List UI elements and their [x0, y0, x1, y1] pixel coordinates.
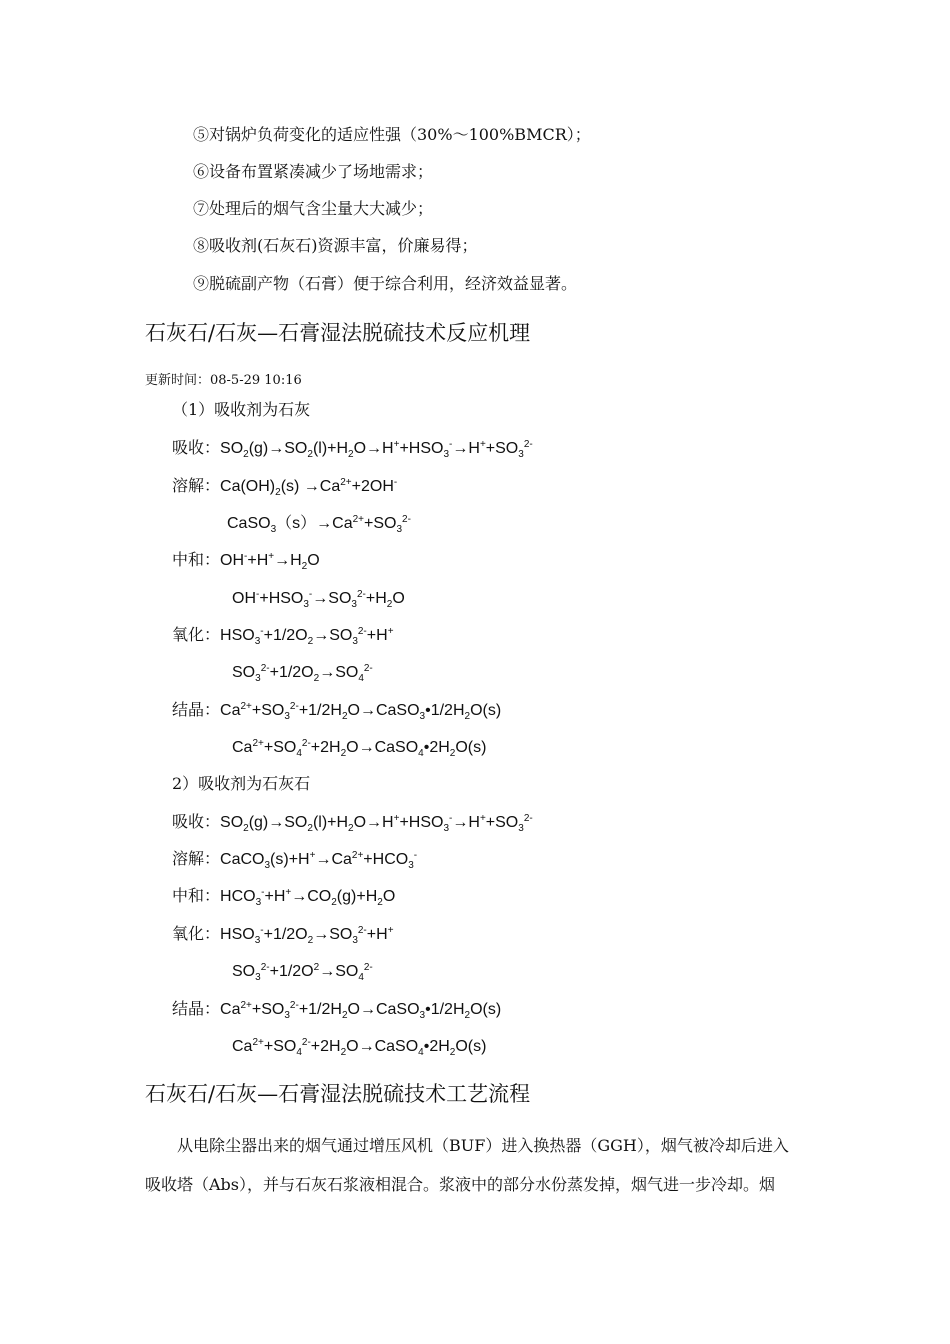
- reaction-neutralize-2: [172, 886, 395, 907]
- list-item: ⑤对锅炉负荷变化的适应性强（30%～100%BMCR）；: [193, 125, 591, 144]
- list-item: ⑨脱硫副产物（石膏）便于综合利用，经济效益显著。: [193, 274, 578, 293]
- reaction-crystallize-2b: [232, 1036, 486, 1057]
- formula: $CaCO_3(s)+H^+\to Ca^{2+}+HCO_3^-$: [220, 850, 418, 871]
- reaction-label: 溶解：: [172, 476, 221, 495]
- reaction-label: 结晶：: [172, 999, 221, 1018]
- reaction-oxidize-2: [172, 924, 394, 945]
- formula: $OH^-+H^+\to H_2O$: [220, 551, 320, 572]
- reaction-label: 吸收：: [172, 812, 221, 831]
- formula: $Ca^{2+}+SO_3^{2-}+1/2H_2O\to CaSO_3•1/2H_2O(s)$: [220, 701, 502, 722]
- reaction-label: 中和：: [172, 550, 221, 569]
- reaction-crystallize-2: [172, 999, 501, 1020]
- list-item: ⑧吸收剂(石灰石)资源丰富，价廉易得；: [193, 236, 478, 255]
- reaction-oxidize-1: [172, 625, 394, 646]
- reaction-label: 吸收：: [172, 438, 221, 457]
- reaction-absorb-2: [172, 812, 533, 833]
- formula: $HCO_3^-+H^+\to CO_2(g)+H_2O$: [220, 887, 396, 908]
- reaction-absorb-1: [172, 438, 533, 459]
- formula: $Ca^{2+}+SO_4^{2-}+2H_2O\to CaSO_4•2H_2O(s)$: [232, 1037, 487, 1058]
- subsection-title-lime: （1）吸收剂为石灰: [172, 400, 311, 419]
- reaction-oxidize-1b: [232, 662, 373, 683]
- section-heading-process: 石灰石/石灰—石膏湿法脱硫技术工艺流程: [145, 1082, 531, 1106]
- formula: $Ca(OH)_2(s) \to Ca^{2+}+2OH^-$: [220, 477, 398, 498]
- formula: $SO_3^{2-}+1/2O_2\to SO_4^{2-}$: [232, 663, 373, 684]
- formula: $OH^-+HSO_3^-\to SO_3^{2-}+H_2O$: [232, 589, 405, 610]
- formula: $HSO_3^-+1/2O_2\to SO_3^{2-}+H^+$: [220, 626, 394, 647]
- formula: $SO_2(g)\to SO_2(l)+H_2O\to H^++HSO_3^-\to H^++SO_3^{2-}$: [220, 439, 533, 460]
- reaction-crystallize-1: [172, 700, 501, 721]
- paragraph-line: 吸收塔（Abs），并与石灰石浆液相混合。浆液中的部分水份蒸发掉，烟气进一步冷却。烟: [145, 1175, 776, 1194]
- reaction-label: 氧化：: [172, 924, 221, 943]
- reaction-crystallize-1b: [232, 737, 486, 758]
- formula: $HSO_3^-+1/2O_2\to SO_3^{2-}+H^+$: [220, 925, 394, 946]
- reaction-label: 中和：: [172, 886, 221, 905]
- section-heading-mechanism: 石灰石/石灰—石膏湿法脱硫技术反应机理: [145, 321, 531, 345]
- subsection-title-limestone: 2）吸收剂为石灰石: [172, 774, 311, 793]
- reaction-dissolve-1b: [227, 513, 411, 534]
- reaction-label: 氧化：: [172, 625, 221, 644]
- formula: $SO_2(g)\to SO_2(l)+H_2O\to H^++HSO_3^-\to H^++SO_3^{2-}$: [220, 813, 533, 834]
- reaction-dissolve-1: [172, 476, 397, 497]
- reaction-label: 结晶：: [172, 700, 221, 719]
- reaction-neutralize-1b: [232, 588, 405, 609]
- update-time: 更新时间：08-5-29 10:16: [145, 373, 302, 388]
- formula: $CaSO_3(s)\to Ca^{2+}+SO_3^{2-}$: [227, 514, 411, 535]
- reaction-oxidize-2b: [232, 961, 373, 982]
- list-item: ⑦处理后的烟气含尘量大大减少；: [193, 199, 434, 218]
- reaction-dissolve-2: [172, 849, 417, 870]
- reaction-neutralize-1: [172, 550, 320, 571]
- reaction-label: 溶解：: [172, 849, 221, 868]
- list-item: ⑥设备布置紧凑减少了场地需求；: [193, 162, 434, 181]
- formula: $Ca^{2+}+SO_3^{2-}+1/2H_2O\to CaSO_3•1/2H_2O(s)$: [220, 1000, 502, 1021]
- formula: $Ca^{2+}+SO_4^{2-}+2H_2O\to CaSO_4•2H_2O(s)$: [232, 738, 487, 759]
- paragraph-line: 从电除尘器出来的烟气通过增压风机（BUF）进入换热器（GGH），烟气被冷却后进入: [177, 1136, 789, 1155]
- formula: $SO_3^{2-}+1/2O^2\to SO_4^{2-}$: [232, 962, 373, 983]
